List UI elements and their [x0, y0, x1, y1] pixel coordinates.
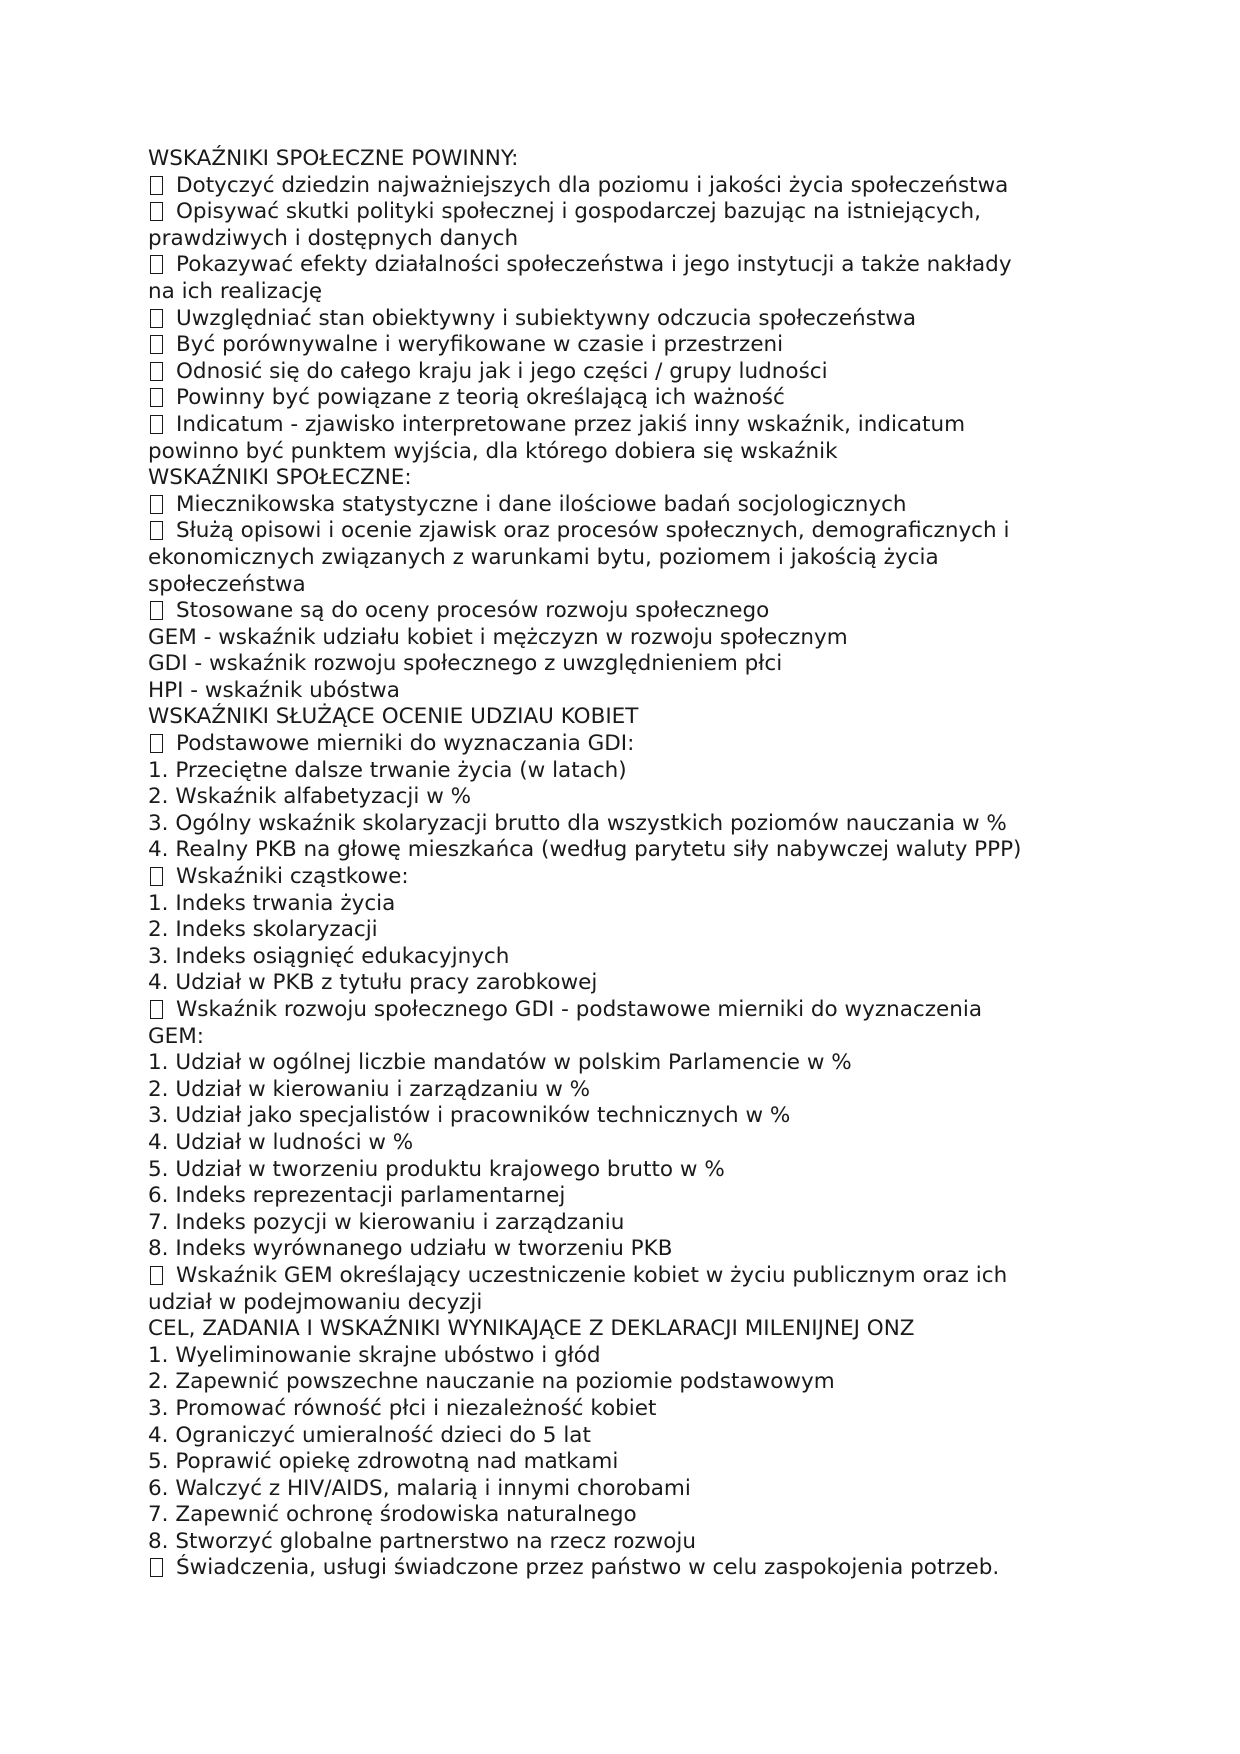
line-text: 1. Wyeliminowanie skrajne ubóstwo i głód	[148, 1342, 601, 1368]
missing-glyph-box-icon	[150, 1000, 163, 1019]
text-line	[148, 1343, 1088, 1370]
line-text: Miecznikowska statystyczne i dane ilościowe badań socjologicznych	[176, 491, 907, 517]
line-text: GEM - wskaźnik udziału kobiet i mężczyzn w rozwoju społecznym	[148, 624, 848, 650]
line-text: na ich realizację	[148, 278, 323, 304]
line-text: Uwzględniać stan obiektywny i subiektywny odczucia społeczeństwa	[176, 305, 917, 331]
line-text: Opisywać skutki polityki społecznej i gospodarczej bazując na istniejących,	[176, 199, 981, 225]
missing-glyph-box-icon	[150, 495, 163, 514]
line-text: CEL, ZADANIA I WSKAŹNIKI WYNIKAJĄCE Z DEKLARACJI MILENIJNEJ ONZ	[148, 1316, 915, 1342]
line-text: GEM:	[148, 1023, 205, 1049]
bullet-item	[148, 518, 1088, 545]
line-text: WSKAŹNIKI SPOŁECZNE:	[148, 465, 412, 491]
missing-glyph-box-icon	[150, 176, 163, 195]
text-line	[148, 1024, 1088, 1051]
line-text: Świadczenia, usługi świadczone przez państwo w celu zaspokojenia potrzeb.	[176, 1555, 1000, 1581]
line-text: Być porównywalne i weryfikowane w czasie i przestrzeni	[176, 332, 784, 358]
section-heading	[148, 146, 1088, 173]
line-text: 3. Ogólny wskaźnik skolaryzacji brutto dla wszystkich poziomów nauczania w %	[148, 810, 1007, 836]
bullet-item	[148, 598, 1088, 625]
document-body	[148, 146, 1088, 1582]
bullet-item	[148, 332, 1088, 359]
line-text: WSKAŹNIKI SŁUŻĄCE OCENIE UDZIAU KOBIET	[148, 704, 639, 730]
bullet-item	[148, 359, 1088, 386]
text-line	[148, 891, 1088, 918]
bullet-item	[148, 385, 1088, 412]
text-line	[148, 758, 1088, 785]
bullet-item	[148, 1263, 1088, 1290]
text-line	[148, 1077, 1088, 1104]
text-line	[148, 1369, 1088, 1396]
line-text: prawdziwych i dostępnych danych	[148, 225, 519, 251]
line-text: Indicatum - zjawisko interpretowane przez jakiś inny wskaźnik, indicatum	[176, 411, 966, 437]
line-text: 5. Poprawić opiekę zdrowotną nad matkami	[148, 1449, 619, 1475]
line-text: 6. Indeks reprezentacji parlamentarnej	[148, 1183, 566, 1209]
text-line	[148, 625, 1088, 652]
missing-glyph-box-icon	[150, 867, 163, 886]
missing-glyph-box-icon	[150, 601, 163, 620]
line-text: udział w podejmowaniu decyzji	[148, 1289, 483, 1315]
text-line	[148, 572, 1088, 599]
line-text: 1. Udział w ogólnej liczbie mandatów w polskim Parlamencie w %	[148, 1050, 852, 1076]
line-text: 2. Wskaźnik alfabetyzacji w %	[148, 784, 472, 810]
text-line	[148, 1236, 1088, 1263]
text-line	[148, 545, 1088, 572]
line-text: 1. Indeks trwania życia	[148, 890, 396, 916]
line-text: 4. Udział w ludności w %	[148, 1129, 414, 1155]
line-text: 4. Udział w PKB z tytułu pracy zarobkowej	[148, 970, 598, 996]
text-line	[148, 1502, 1088, 1529]
line-text: Wskaźnik GEM określający uczestniczenie kobiet w życiu publicznym oraz ich	[176, 1262, 1008, 1288]
line-text: Powinny być powiązane z teorią określającą ich ważność	[176, 385, 785, 411]
text-line	[148, 226, 1088, 253]
line-text: Dotyczyć dziedzin najważniejszych dla poziomu i jakości życia społeczeństwa	[176, 172, 1009, 198]
line-text: 2. Indeks skolaryzacji	[148, 917, 378, 943]
line-text: 6. Walczyć z HIV/AIDS, malarią i innymi chorobami	[148, 1475, 691, 1501]
line-text: społeczeństwa	[148, 571, 306, 597]
text-line	[148, 837, 1088, 864]
bullet-item	[148, 864, 1088, 891]
text-line	[148, 1476, 1088, 1503]
missing-glyph-box-icon	[150, 362, 163, 381]
line-text: Stosowane są do oceny procesów rozwoju społecznego	[176, 598, 770, 624]
missing-glyph-box-icon	[150, 1558, 163, 1577]
text-line	[148, 1103, 1088, 1130]
line-text: 1. Przeciętne dalsze trwanie życia (w latach)	[148, 757, 627, 783]
line-text: HPI - wskaźnik ubóstwa	[148, 677, 400, 703]
line-text: 7. Zapewnić ochronę środowiska naturalnego	[148, 1502, 637, 1528]
bullet-item	[148, 306, 1088, 333]
bullet-item	[148, 492, 1088, 519]
line-text: 5. Udział w tworzeniu produktu krajowego brutto w %	[148, 1156, 725, 1182]
bullet-item	[148, 173, 1088, 200]
text-line	[148, 1050, 1088, 1077]
line-text: ekonomicznych związanych z warunkami bytu, poziomem i jakością życia	[148, 544, 939, 570]
bullet-item	[148, 252, 1088, 279]
text-line	[148, 1449, 1088, 1476]
missing-glyph-box-icon	[150, 202, 163, 221]
text-line	[148, 784, 1088, 811]
bullet-item	[148, 412, 1088, 439]
line-text: Wskaźnik rozwoju społecznego GDI - podstawowe mierniki do wyznaczenia	[176, 997, 983, 1022]
text-line	[148, 1210, 1088, 1237]
bullet-item	[148, 1555, 1088, 1582]
text-line	[148, 1396, 1088, 1423]
line-text: 7. Indeks pozycji w kierowaniu i zarządzaniu	[148, 1209, 625, 1235]
missing-glyph-box-icon	[150, 309, 163, 328]
line-text: 2. Udział w kierowaniu i zarządzaniu w %	[148, 1076, 591, 1102]
section-heading	[148, 1316, 1088, 1343]
missing-glyph-box-icon	[150, 1266, 163, 1285]
missing-glyph-box-icon	[150, 415, 163, 434]
text-line	[148, 678, 1088, 705]
line-text: Służą opisowi i ocenie zjawisk oraz procesów społecznych, demograficznych i	[176, 518, 1010, 544]
text-line	[148, 811, 1088, 838]
line-text: Pokazywać efekty działalności społeczeństwa i jego instytucji a także nakłady	[176, 252, 1012, 278]
text-line	[148, 1130, 1088, 1157]
text-line	[148, 279, 1088, 306]
bullet-item	[148, 199, 1088, 226]
text-line	[148, 1529, 1088, 1556]
line-text: 8. Stworzyć globalne partnerstwo na rzecz rozwoju	[148, 1528, 696, 1554]
missing-glyph-box-icon	[150, 255, 163, 274]
missing-glyph-box-icon	[150, 734, 163, 753]
line-text: 8. Indeks wyrównanego udziału w tworzeniu PKB	[148, 1236, 673, 1262]
line-text: Odnosić się do całego kraju jak i jego części / grupy ludności	[176, 358, 828, 384]
bullet-item	[148, 997, 1088, 1024]
missing-glyph-box-icon	[150, 388, 163, 407]
text-line	[148, 1183, 1088, 1210]
line-text: 4. Realny PKB na głowę mieszkańca (według parytetu siły nabywczej waluty PPP)	[148, 837, 1022, 863]
missing-glyph-box-icon	[150, 521, 163, 540]
text-line	[148, 439, 1088, 466]
line-text: 3. Promować równość płci i niezależność kobiet	[148, 1395, 657, 1421]
line-text: Wskaźniki cząstkowe:	[176, 864, 409, 890]
line-text: WSKAŹNIKI SPOŁECZNE POWINNY:	[148, 146, 519, 171]
text-line	[148, 917, 1088, 944]
line-text: 2. Zapewnić powszechne nauczanie na poziomie podstawowym	[148, 1369, 835, 1395]
line-text: Podstawowe mierniki do wyznaczania GDI:	[176, 731, 635, 757]
missing-glyph-box-icon	[150, 335, 163, 354]
bullet-item	[148, 731, 1088, 758]
line-text: 4. Ograniczyć umieralność dzieci do 5 lat	[148, 1422, 591, 1448]
line-text: powinno być punktem wyjścia, dla którego dobiera się wskaźnik	[148, 438, 838, 464]
text-line	[148, 651, 1088, 678]
line-text: 3. Indeks osiągnięć edukacyjnych	[148, 943, 510, 969]
section-heading	[148, 704, 1088, 731]
text-line	[148, 1423, 1088, 1450]
section-heading	[148, 465, 1088, 492]
text-line	[148, 944, 1088, 971]
text-line	[148, 970, 1088, 997]
text-line	[148, 1157, 1088, 1184]
line-text: GDI - wskaźnik rozwoju społecznego z uwzględnieniem płci	[148, 651, 783, 677]
line-text: 3. Udział jako specjalistów i pracowników technicznych w %	[148, 1103, 791, 1129]
text-line	[148, 1290, 1088, 1317]
